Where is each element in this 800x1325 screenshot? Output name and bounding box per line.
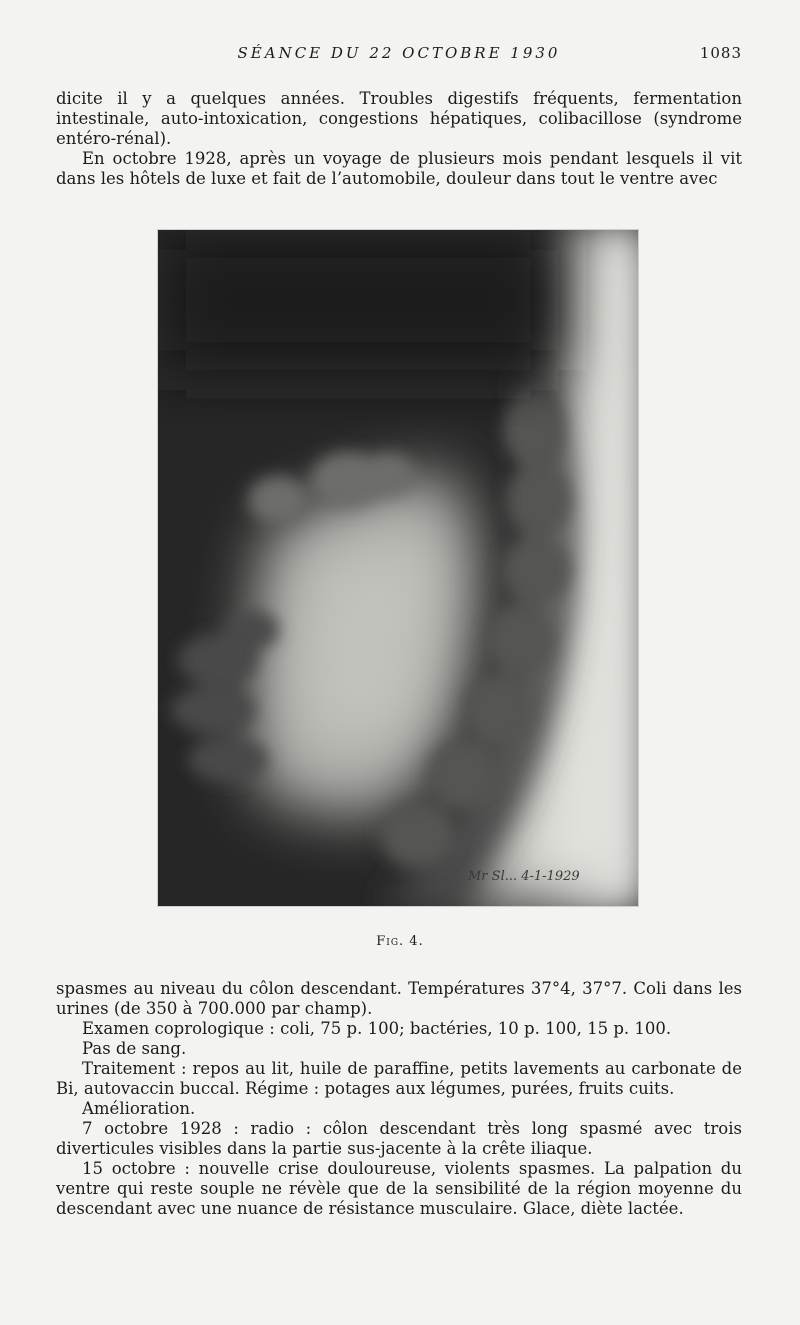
paragraph: spasmes au niveau du côlon descendant. Températures 37°4, 37°7. Coli dans les urines (de 350 à 700.000 par champ). [56,979,742,1018]
bottom-text-block [56,979,742,1219]
running-head: SÉANCE DU 22 OCTOBRE 1930 [237,44,561,62]
paragraph: Amélioration. [82,1099,196,1118]
paragraph: Pas de sang. [82,1039,187,1058]
page-number: 1083 [699,44,742,62]
annotation-text: Mr Sl... 4-1-1929 [468,869,580,884]
paragraph: Examen coprologique : coli, 75 p. 100; bactéries, 10 p. 100, 15 p. 100. [82,1019,672,1038]
xray-figure [158,230,638,906]
handwritten-annotation [467,869,580,884]
paragraph: 7 octobre 1928 : radio : côlon descendant très long spasmé avec trois diverticules visibles dans la partie sus-jacente à la crête iliaque. [56,1119,742,1158]
figure-caption: Fig. 4. [376,934,424,949]
top-text-block [56,89,742,189]
paragraph: Traitement : repos au lit, huile de paraffine, petits lavements au carbonate de Bi, autovaccin buccal. Régime : potages aux légumes, purées, fruits cuits. [56,1059,742,1098]
xray-image [158,230,638,906]
paragraph: En octobre 1928, après un voyage de plusieurs mois pendant lesquels il vit dans les hôtels de luxe et fait de l’automobile, douleur dans tout le ventre avec [56,149,742,188]
page-header [56,44,742,68]
paragraph: dicite il y a quelques années. Troubles digestifs fréquents, fermentation intestinale, auto-intoxication, congestions hépatiques, colibacillose (syndrome entéro-rénal). [56,89,742,148]
paragraph: 15 octobre : nouvelle crise douloureuse, violents spasmes. La palpation du ventre qui reste souple ne révèle que de la sensibilité de la région moyenne du descendant avec une nuance de résistance musculaire. Glace, diète lactée. [56,1159,742,1218]
